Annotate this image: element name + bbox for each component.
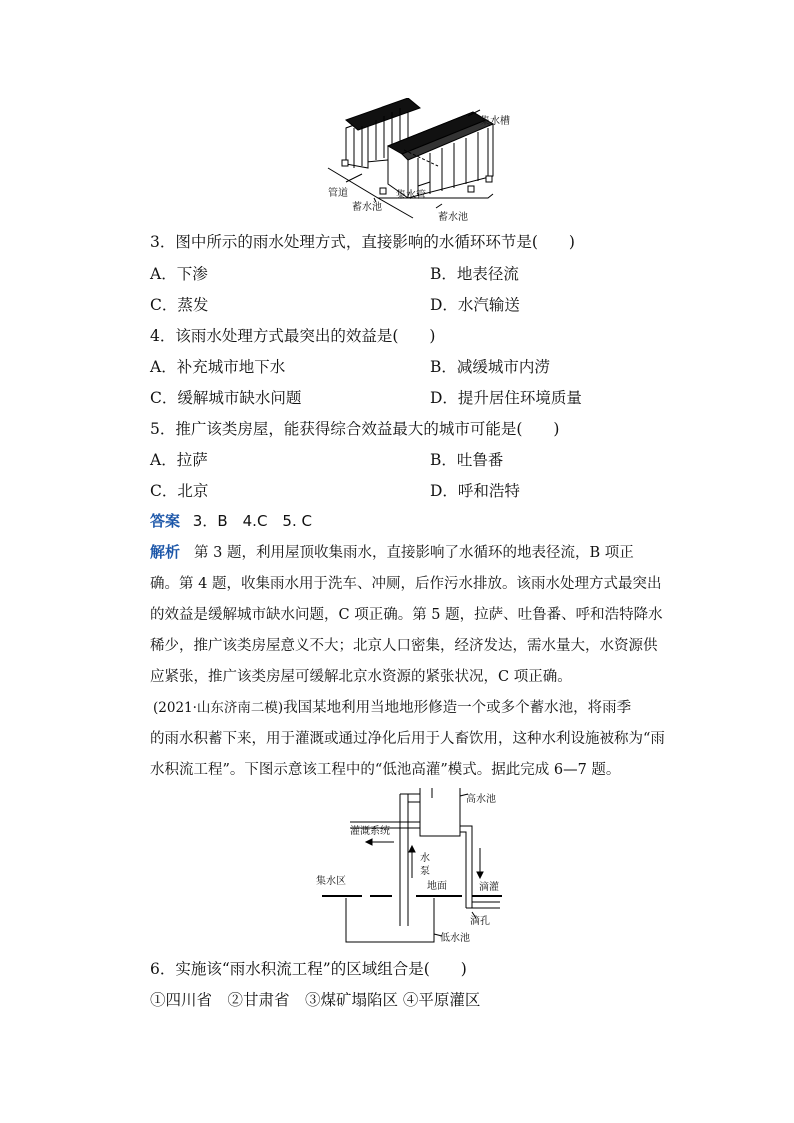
question-3-option-d: D．水汽输送 bbox=[430, 296, 520, 314]
analysis-line-5: 应紧张，推广该类房屋可缓解北京水资源的紧张状况，C 项正确。 bbox=[150, 669, 572, 685]
intro-source: (2021·山东济南二模) bbox=[153, 700, 284, 716]
label-cistern-right: 蓄水池 bbox=[438, 212, 468, 223]
question-6-stem: 6．实施该“雨水积流工程”的区域组合是( ) bbox=[150, 960, 467, 978]
label-catchment: 集水区 bbox=[316, 876, 346, 887]
answer-label: 答案 bbox=[150, 512, 181, 530]
question-4-option-b: B．减缓城市内涝 bbox=[430, 358, 550, 376]
question-4-option-c: C．缓解城市缺水问题 bbox=[150, 389, 302, 407]
label-collect-pipe: 集水管 bbox=[396, 190, 426, 201]
label-drip: 滴灌 bbox=[479, 882, 499, 893]
question-3-option-a: A．下渗 bbox=[150, 265, 208, 283]
intro-block bbox=[150, 693, 665, 786]
answer-line bbox=[150, 510, 312, 531]
label-pump: 水泵 bbox=[420, 853, 430, 877]
label-irrigation-system: 灌溉系统 bbox=[350, 826, 390, 837]
analysis-line-2: 确。第 4 题，收集雨水用于洗车、冲厕，后作污水排放。该雨水处理方式最突出 bbox=[150, 576, 662, 592]
question-5-option-c: C．北京 bbox=[150, 482, 209, 500]
analysis-line-4: 稀少，推广该类房屋意义不大；北京人口密集，经济发达，需水量大，水资源供 bbox=[150, 638, 658, 654]
question-3-stem: 3．图中所示的雨水处理方式，直接影响的水循环环节是( ) bbox=[150, 233, 575, 251]
label-gutter: 集水槽 bbox=[480, 116, 510, 127]
intro-line-2: 的雨水积蓄下来，用于灌溉或通过净化后用于人畜饮用，这种水利设施被称为“雨 bbox=[150, 731, 665, 747]
question-5-option-b: B．吐鲁番 bbox=[430, 451, 504, 469]
label-pipe: 管道 bbox=[328, 188, 348, 199]
analysis-block bbox=[150, 537, 663, 693]
analysis-line-3: 的效益是缓解城市缺水问题，C 项正确。第 5 题，拉萨、吐鲁番、呼和浩特降水 bbox=[150, 607, 663, 623]
question-4-stem: 4．该雨水处理方式最突出的效益是( ) bbox=[150, 327, 436, 345]
analysis-label: 解析 bbox=[150, 543, 181, 561]
question-5-stem: 5．推广该类房屋，能获得综合效益最大的城市可能是( ) bbox=[150, 420, 560, 438]
question-4-option-a: A．补充城市地下水 bbox=[150, 358, 286, 376]
answer-text: 3．B 4.C 5. C bbox=[192, 512, 312, 530]
question-3-option-c: C．蒸发 bbox=[150, 296, 209, 314]
question-3-option-b: B．地表径流 bbox=[430, 265, 519, 283]
label-drip-hole: 滴孔 bbox=[470, 916, 490, 927]
intro-line-1: 我国某地利用当地地形修造一个或多个蓄水池，将雨季 bbox=[283, 700, 632, 716]
analysis-line-1: 第 3 题，利用屋顶收集雨水，直接影响了水循环的地表径流，B 项正 bbox=[194, 545, 634, 561]
question-4-option-d: D．提升居住环境质量 bbox=[430, 389, 582, 407]
label-ground: 地面 bbox=[427, 881, 447, 892]
question-6-options: ①四川省 ②甘肃省 ③煤矿塌陷区 ④平原灌区 bbox=[150, 991, 481, 1009]
intro-line-3: 水积流工程”。下图示意该工程中的“低池高灌”模式。据此完成 6—7 题。 bbox=[150, 762, 621, 778]
label-high-pool: 高水池 bbox=[466, 794, 496, 805]
label-cistern-left: 蓄水池 bbox=[352, 202, 382, 213]
label-low-pool: 低水池 bbox=[440, 933, 470, 944]
question-5-option-d: D．呼和浩特 bbox=[430, 482, 520, 500]
question-5-option-a: A．拉萨 bbox=[150, 451, 208, 469]
